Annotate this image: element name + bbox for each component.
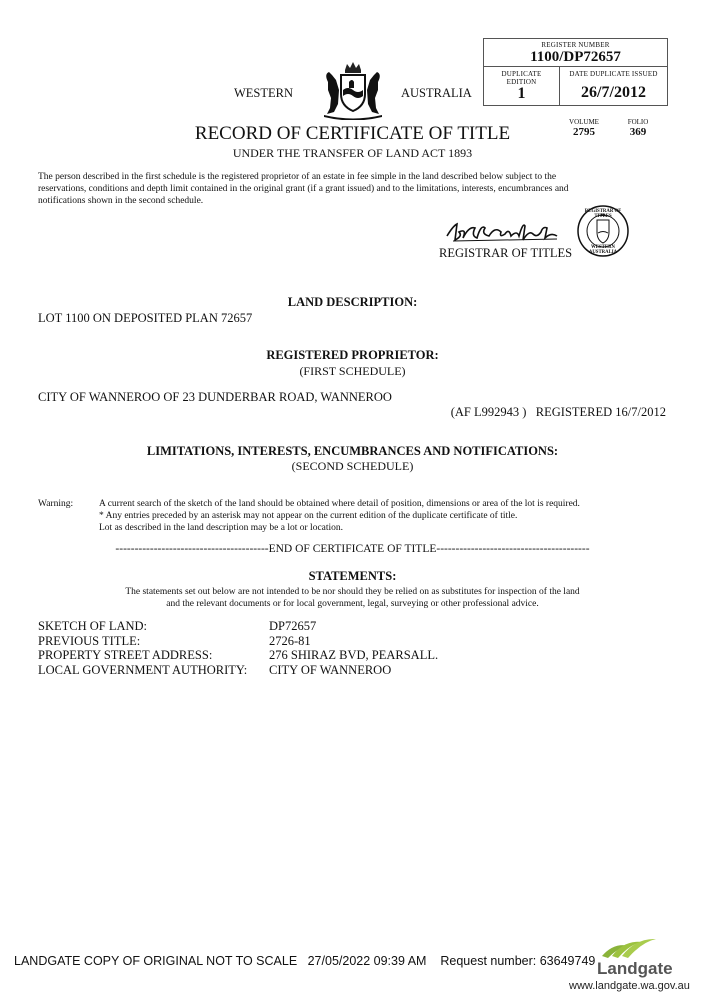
seal-text-top: REGISTRAR OF TITLES bbox=[584, 209, 622, 219]
land-description-heading: LAND DESCRIPTION: bbox=[287, 295, 418, 309]
page-subtitle: UNDER THE TRANSFER OF LAND ACT 1893 bbox=[232, 146, 473, 160]
duplicate-label-1: DUPLICATE bbox=[501, 70, 542, 78]
page-title: RECORD OF CERTIFICATE OF TITLE bbox=[194, 123, 511, 144]
end-of-certificate-line: ----------------------------------------END OF CERTIFICATE OF TITLE---------------------------------------- bbox=[115, 543, 590, 555]
landgate-logo-icon bbox=[600, 936, 660, 960]
proprietor-heading: REGISTERED PROPRIETOR: bbox=[266, 348, 439, 362]
volume-label: VOLUME bbox=[569, 118, 599, 126]
header-western: WESTERN bbox=[234, 86, 294, 100]
statements-line: and the relevant documents or for local government, legal, surveying or other professional advice. bbox=[166, 599, 539, 609]
property-address-label: PROPERTY STREET ADDRESS: bbox=[38, 648, 213, 662]
landgate-brand: Landgate bbox=[597, 959, 673, 978]
date-issued-cell bbox=[560, 67, 667, 105]
duplicate-edition-value: 1 bbox=[517, 85, 526, 102]
folio-label: FOLIO bbox=[627, 118, 649, 126]
statements-values bbox=[269, 619, 438, 677]
register-number-cell bbox=[484, 39, 667, 67]
limitations-subheading: (SECOND SCHEDULE) bbox=[291, 459, 414, 473]
footer-request-number: Request number: 63649749 bbox=[440, 954, 596, 968]
footer-copy-text: LANDGATE COPY OF ORIGINAL NOT TO SCALE bbox=[14, 954, 298, 968]
header-australia: AUSTRALIA bbox=[401, 86, 472, 100]
intro-line: The person described in the first schedule is the registered proprietor of an estate in fee simple in the land described below subject to the bbox=[38, 172, 557, 182]
statements-line: The statements set out below are not intended to be nor should they be relied on as substitutes for inspection of the land bbox=[125, 587, 580, 597]
statements-labels bbox=[38, 619, 247, 677]
local-government-label: LOCAL GOVERNMENT AUTHORITY: bbox=[38, 662, 248, 677]
landgate-url[interactable]: www.landgate.wa.gov.au bbox=[569, 980, 690, 992]
date-issued-value: 26/7/2012 bbox=[581, 84, 646, 101]
proprietor-value: CITY OF WANNEROO OF 23 DUNDERBAR ROAD, WANNEROO bbox=[38, 390, 392, 404]
register-number: 1100/DP72657 bbox=[530, 49, 621, 65]
footer-copy-line bbox=[14, 954, 595, 968]
warning-line: * Any entries preceded by an asterisk may not appear on the current edition of the duplicate certificate of title. bbox=[99, 511, 518, 521]
property-address-value: 276 SHIRAZ BVD, PEARSALL. bbox=[269, 648, 439, 662]
date-issued-label: DATE DUPLICATE ISSUED bbox=[569, 70, 658, 78]
statements-disclaimer bbox=[0, 586, 705, 610]
proprietor-subheading: (FIRST SCHEDULE) bbox=[299, 364, 406, 378]
proprietor-registration: (AF L992943 ) REGISTERED 16/7/2012 bbox=[450, 405, 666, 419]
registrar-signature bbox=[445, 218, 565, 246]
statements-heading: STATEMENTS: bbox=[308, 569, 397, 583]
register-number-label: REGISTER NUMBER bbox=[541, 41, 610, 49]
footer-timestamp: 27/05/2022 09:39 AM bbox=[307, 954, 427, 968]
previous-title-label: PREVIOUS TITLE: bbox=[38, 633, 141, 648]
folio-value: 369 bbox=[629, 126, 647, 138]
limitations-heading: LIMITATIONS, INTERESTS, ENCUMBRANCES AND NOTIFICATIONS: bbox=[146, 444, 559, 458]
registrar-title: REGISTRAR OF TITLES bbox=[439, 246, 573, 260]
register-box bbox=[483, 38, 668, 106]
coat-of-arms-icon bbox=[316, 60, 390, 120]
warning-text bbox=[99, 498, 669, 534]
land-description-value: LOT 1100 ON DEPOSITED PLAN 72657 bbox=[38, 311, 253, 325]
volume-value: 2795 bbox=[573, 126, 595, 138]
intro-line: notifications shown in the second schedule. bbox=[38, 196, 204, 206]
sketch-of-land-label: SKETCH OF LAND: bbox=[38, 619, 148, 633]
intro-paragraph bbox=[38, 171, 668, 207]
warning-label: Warning: bbox=[38, 499, 74, 509]
warning-line: Lot as described in the land description may be a lot or location. bbox=[99, 523, 344, 533]
sketch-of-land-value: DP72657 bbox=[269, 619, 317, 633]
duplicate-label-2: EDITION bbox=[506, 78, 537, 86]
local-government-value: CITY OF WANNEROO bbox=[269, 662, 392, 677]
duplicate-edition-cell bbox=[484, 67, 560, 105]
intro-line: reservations, conditions and depth limit contained in the original grant (if a grant issued) and to the limitations, interests, encumbrances and bbox=[38, 184, 569, 194]
seal-text-bottom: WESTERN AUSTRALIA bbox=[588, 245, 618, 255]
warning-line: A current search of the sketch of the land should be obtained where detail of position, dimensions or area of the lot is required. bbox=[99, 499, 580, 509]
previous-title-value: 2726-81 bbox=[269, 633, 311, 648]
